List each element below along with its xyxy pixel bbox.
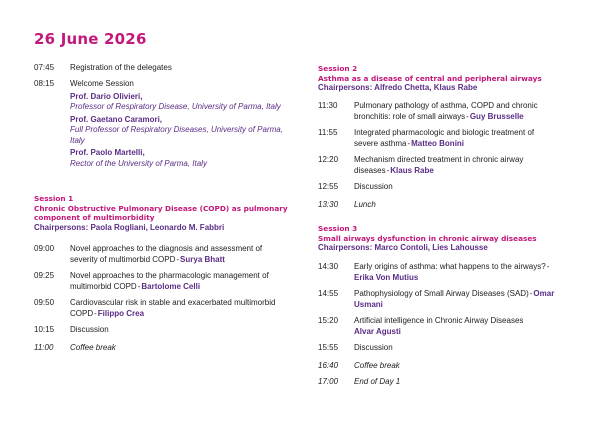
talk-title: Pulmonary pathology of asthma, COPD and chronic bronchitis: role of small airways	[354, 101, 538, 121]
talk-body	[354, 289, 560, 310]
welcome-speaker	[70, 92, 286, 113]
entry-title: Discussion	[70, 325, 109, 334]
speaker-role: Professor of Respiratory Disease, University of Parma, Italy	[70, 102, 281, 111]
session-1-header	[34, 194, 290, 232]
talk-body	[354, 262, 560, 283]
session-title: Small airways dysfunction in chronic airway diseases	[318, 233, 537, 243]
talk-title: Novel approaches to the diagnosis and assessment of severity of multimorbid COPD	[70, 244, 263, 264]
talk-speaker: Klaus Rabe	[390, 165, 434, 175]
speaker-name: Prof. Paolo Martelli,	[70, 148, 145, 157]
session-title: Asthma as a disease of central and peripheral airways	[318, 73, 542, 83]
entry-time: 17:00	[318, 377, 339, 386]
entry-time: 11:00	[34, 343, 54, 352]
speaker-separator: -	[386, 165, 390, 175]
entry-time: 07:45	[34, 63, 55, 72]
entry-time: 10:15	[34, 325, 55, 334]
entry-title: Coffee break	[354, 361, 400, 370]
session-chairpersons: Chairpersons: Marco Contoli, Lies Lahousse	[318, 243, 488, 252]
speaker-separator: -	[176, 254, 180, 264]
speaker-name: Prof. Dario Olivieri,	[70, 91, 143, 101]
talk-body	[354, 316, 560, 337]
entry-title: Registration of the delegates	[70, 63, 172, 72]
speaker-separator: -	[529, 289, 533, 298]
session-title: Chronic Obstructive Pulmonary Disease (COPD) as pulmonary component of multimorbidity	[34, 203, 288, 222]
entry-title: Lunch	[354, 200, 376, 209]
entry-time: 16:40	[318, 361, 339, 370]
entry-time: 13:30	[318, 200, 339, 209]
speaker-separator: -	[137, 281, 141, 291]
speaker-separator: -	[546, 262, 550, 271]
entry-time: 15:55	[318, 343, 339, 352]
talk-title: Novel approaches to the pharmacologic management of multimorbid COPD	[70, 271, 269, 291]
talk-body	[354, 128, 560, 149]
speaker-separator: -	[466, 111, 469, 121]
talk-title: Artificial intelligence in Chronic Airway Diseases	[354, 316, 524, 325]
talk-body	[70, 298, 286, 319]
entry-time: 15:20	[318, 316, 339, 325]
session-3-header	[318, 224, 537, 253]
speaker-role: Rector of the University of Parma, Italy	[70, 158, 207, 168]
welcome-speaker	[70, 115, 286, 147]
talk-title: Integrated pharmacologic and biologic treatment of severe asthma	[354, 128, 535, 148]
talk-speaker: Bartolome Celli	[141, 281, 201, 291]
talk-speaker: Guy Brusselle	[469, 111, 524, 121]
entry-title: Coffee break	[70, 343, 116, 352]
entry-time: 09:00	[34, 244, 55, 253]
speaker-role: Full Professor of Respiratory Diseases, University of Parma, Italy	[70, 125, 283, 145]
entry-title: Welcome Session	[70, 79, 134, 88]
session-label: Session 2	[318, 64, 358, 73]
talk-speaker: Filippo Crea	[97, 308, 145, 318]
session-label: Session 3	[318, 224, 358, 233]
talk-speaker: Alvar Agusti	[354, 326, 401, 336]
entry-title: Discussion	[354, 343, 393, 352]
welcome-session-block	[70, 79, 286, 169]
talk-body	[354, 101, 560, 122]
speaker-name: Prof. Gaetano Caramori,	[70, 114, 163, 124]
programme-date: 26 June 2026	[34, 30, 147, 48]
welcome-speaker	[70, 148, 286, 169]
entry-time: 08:15	[34, 79, 55, 88]
session-chairpersons: Chairpersons: Alfredo Chetta, Klaus Rabe	[318, 83, 478, 92]
entry-time: 14:55	[318, 289, 339, 298]
speaker-separator: -	[94, 308, 97, 318]
speaker-separator: -	[407, 138, 411, 148]
talk-speaker: Erika Von Mutius	[354, 272, 419, 282]
talk-title: Mechanism directed treatment in chronic airway diseases	[354, 155, 524, 175]
talk-speaker: Omar Usmani	[354, 289, 555, 309]
entry-time: 12:20	[318, 155, 339, 164]
talk-title: Cardiovascular risk in stable and exacerbated multimorbid COPD	[70, 298, 276, 318]
talk-body	[70, 244, 286, 265]
entry-time: 11:30	[318, 101, 338, 110]
talk-body	[354, 155, 560, 176]
session-chairpersons: Chairpersons: Paola Rogliani, Leonardo M. Fabbri	[34, 222, 225, 232]
entry-time: 11:55	[318, 128, 338, 137]
entry-time: 09:50	[34, 298, 55, 307]
talk-title: Early origins of asthma: what happens to the airways?	[354, 262, 546, 271]
talk-speaker: Surya Bhatt	[180, 254, 225, 264]
entry-time: 12:55	[318, 182, 339, 191]
talk-title: Pathophysiology of Small Airway Diseases (SAD)	[354, 289, 529, 298]
session-2-header	[318, 64, 542, 93]
entry-title: Discussion	[354, 182, 393, 191]
session-label: Session 1	[34, 194, 74, 203]
talk-speaker: Matteo Bonini	[411, 138, 465, 148]
talk-body	[70, 271, 286, 292]
entry-time: 14:30	[318, 262, 339, 271]
entry-title: End of Day 1	[354, 377, 401, 386]
entry-time: 09:25	[34, 271, 55, 280]
